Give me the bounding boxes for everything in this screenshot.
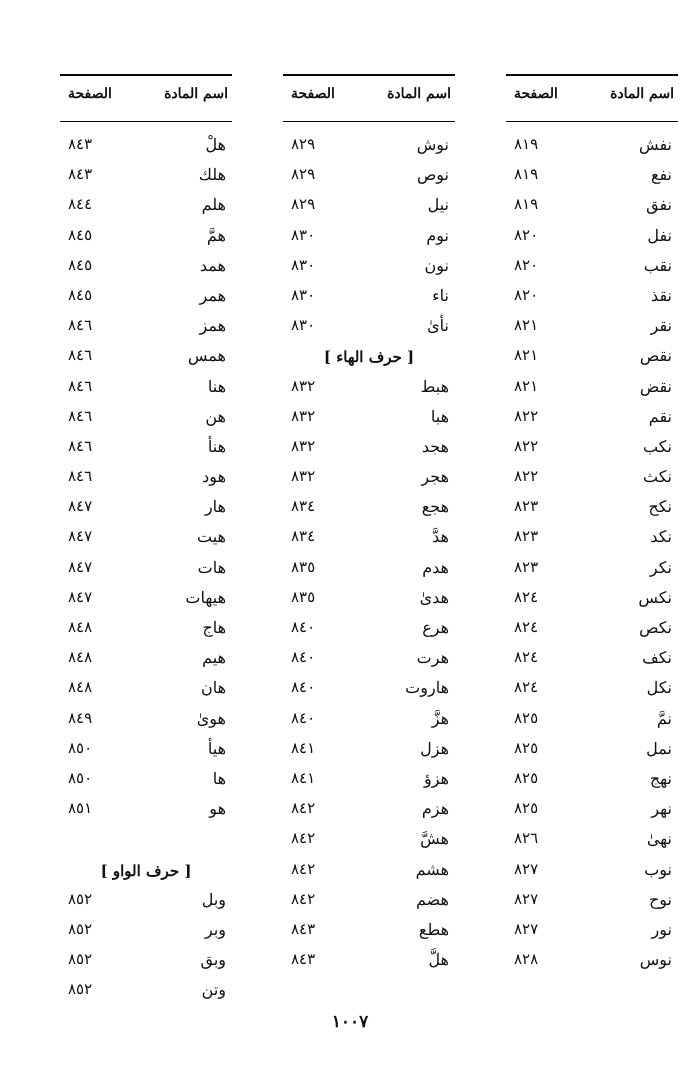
entry-page: ٨٢٣ [514, 557, 539, 576]
entry-name: هلم [201, 195, 226, 215]
entry-page: ٨٢٦ [514, 829, 539, 848]
index-entry [506, 192, 678, 222]
entry-name: هن [205, 406, 226, 426]
entry-page: ٨٤٢ [291, 829, 316, 848]
entry-name: هدىٰ [419, 587, 449, 607]
index-entry [506, 615, 678, 645]
entry-name: هلَّ [428, 950, 449, 970]
entry-name: هجد [421, 436, 449, 456]
index-entry [506, 857, 678, 887]
entry-name: نكد [650, 527, 672, 547]
entry-name: نقص [639, 346, 672, 366]
entry-name: همس [187, 346, 226, 366]
entry-page: ٨٤٦ [68, 406, 93, 425]
entry-name: نمل [646, 738, 672, 758]
header-page: الصفحة [514, 86, 558, 102]
section-heading [283, 343, 455, 373]
entry-page: ٨٣٠ [291, 316, 316, 335]
index-rows [60, 132, 232, 1007]
entry-name: هزل [420, 738, 449, 758]
entry-page: ٨٤٧ [68, 497, 93, 516]
entry-page: ٨٢٥ [514, 799, 539, 818]
index-entry [506, 494, 678, 524]
index-entry [283, 494, 455, 524]
index-entry [283, 374, 455, 404]
entry-page: ٨٢١ [514, 346, 539, 365]
index-entry [60, 464, 232, 494]
index-entry [506, 947, 678, 977]
entry-name: هنأ [207, 436, 226, 456]
index-entry [283, 615, 455, 645]
entry-page: ٨٤٨ [68, 648, 93, 667]
entry-page: ٨٥٠ [68, 768, 93, 787]
entry-page: ٨٢٨ [514, 950, 539, 969]
index-entry [283, 736, 455, 766]
index-entry [283, 706, 455, 736]
entry-name: نكث [643, 467, 672, 487]
index-entry [60, 434, 232, 464]
entry-page: ٨٤٣ [68, 165, 93, 184]
index-entry [60, 343, 232, 373]
index-entry [283, 796, 455, 826]
entry-name: وتن [201, 980, 226, 1000]
column-header [60, 74, 232, 122]
index-entry [506, 675, 678, 705]
entry-page: ٨٢٥ [514, 708, 539, 727]
index-entry [506, 645, 678, 675]
entry-name: نكح [648, 497, 672, 517]
entry-page: ٨١٩ [514, 195, 539, 214]
index-entry [60, 524, 232, 554]
entry-name: نوص [416, 165, 449, 185]
index-entry [506, 343, 678, 373]
entry-name: هدَّ [432, 527, 449, 547]
index-entry [506, 283, 678, 313]
entry-page: ٨٢٧ [514, 919, 539, 938]
entry-page: ٨٥١ [68, 799, 93, 818]
index-entry [283, 766, 455, 796]
entry-name: هيأ [207, 738, 226, 758]
index-entry [506, 223, 678, 253]
entry-name: نوب [644, 859, 672, 879]
index-entry [283, 162, 455, 192]
index-entry [283, 675, 455, 705]
entry-page: ٨٢٠ [514, 225, 539, 244]
header-name: اسم المادة [610, 86, 674, 102]
entry-name: نوش [416, 135, 449, 154]
index-entry [60, 253, 232, 283]
entry-name: نوم [426, 225, 449, 245]
index-entry [506, 706, 678, 736]
entry-page: ٨٥٠ [68, 738, 93, 757]
index-entry [506, 917, 678, 947]
index-entry [283, 283, 455, 313]
entry-name: هوىٰ [196, 708, 226, 728]
entry-name: هاج [202, 618, 226, 637]
index-entry [283, 192, 455, 222]
entry-name: هار [204, 497, 226, 517]
entry-page: ٨٣٢ [291, 406, 316, 425]
entry-name: هيت [197, 527, 226, 547]
entry-name: هضم [416, 889, 449, 909]
entry-name: نقر [650, 316, 672, 336]
entry-page: ٨٢٢ [514, 406, 539, 425]
index-entry [506, 887, 678, 917]
page-number: ١٠٠٧ [331, 1012, 369, 1032]
entry-page: ٨٤٢ [291, 799, 316, 818]
entry-name: نفع [650, 165, 672, 185]
entry-name: هشَّ [420, 829, 449, 849]
entry-page: ٨٢٧ [514, 859, 539, 878]
entry-page: ٨٤٨ [68, 678, 93, 697]
entry-name: نفق [646, 195, 672, 215]
entry-page: ٨٢١ [514, 376, 539, 395]
entry-page: ٨٢٣ [514, 527, 539, 546]
entry-page: ٨٣٠ [291, 225, 316, 244]
index-entry [60, 887, 232, 917]
index-entry [60, 555, 232, 585]
header-page: الصفحة [68, 86, 112, 102]
index-entry [60, 223, 232, 253]
entry-page: ٨٤٧ [68, 557, 93, 576]
index-entry [283, 524, 455, 554]
index-entry [283, 253, 455, 283]
entry-page: ٨٤١ [291, 738, 316, 757]
index-entry [60, 766, 232, 796]
index-entry [506, 766, 678, 796]
index-entry [506, 313, 678, 343]
entry-name: نكس [638, 587, 672, 607]
index-entry [60, 192, 232, 222]
entry-name: هلْ [205, 135, 226, 154]
entry-name: نقض [639, 376, 672, 396]
index-entry [283, 887, 455, 917]
header-page: الصفحة [291, 86, 335, 102]
entry-name: هجع [421, 497, 449, 517]
entry-name: هات [197, 557, 226, 577]
entry-page: ٨٢٠ [514, 255, 539, 274]
index-entry [283, 404, 455, 434]
entry-name: نكف [642, 648, 672, 668]
entry-name: وبل [201, 889, 226, 909]
index-entry [60, 977, 232, 1007]
entry-page: ٨١٩ [514, 165, 539, 184]
index-entry [506, 585, 678, 615]
index-column-3 [60, 74, 232, 1007]
index-entry [283, 313, 455, 343]
entry-name: هنا [207, 376, 226, 396]
index-entry [60, 162, 232, 192]
index-rows [283, 132, 455, 977]
index-entry [506, 132, 678, 162]
entry-page: ٨٤٥ [68, 255, 93, 274]
entry-page: ٨٥٢ [68, 980, 93, 999]
entry-name: هطع [418, 919, 449, 939]
section-title: [ حرف الهاء ] [323, 348, 415, 367]
index-entry [60, 585, 232, 615]
index-column-1 [506, 74, 678, 977]
index-entry [283, 434, 455, 464]
entry-page: ٨٤٠ [291, 618, 316, 636]
entry-name: نهج [649, 768, 672, 788]
index-entry [506, 162, 678, 192]
entry-page: ٨٢٣ [514, 497, 539, 516]
entry-page: ٨٤٦ [68, 467, 93, 486]
entry-page: ٨٣٢ [291, 436, 316, 455]
entry-page: ٨٢٢ [514, 467, 539, 486]
index-entry [283, 555, 455, 585]
entry-name: نقذ [651, 285, 672, 305]
column-header [506, 74, 678, 122]
index-entry [283, 947, 455, 977]
entry-name: نور [651, 919, 672, 939]
entry-page: ٨٢٧ [514, 889, 539, 908]
entry-page: ٨٤٣ [68, 135, 93, 153]
entry-name: ها [212, 768, 226, 788]
entry-name: نقم [648, 406, 672, 426]
entry-name: هجر [421, 467, 449, 487]
entry-name: نكص [639, 618, 672, 637]
entry-name: هلك [198, 165, 226, 185]
entry-page: ٨٤٣ [291, 950, 316, 969]
entry-name: نأىٰ [427, 316, 449, 336]
entry-name: هرت [416, 648, 449, 668]
entry-page: ٨٤٠ [291, 678, 316, 697]
entry-page: ٨٤٧ [68, 527, 93, 546]
entry-page: ٨٢٢ [514, 436, 539, 455]
section-heading [60, 857, 232, 887]
index-entry [60, 404, 232, 434]
entry-page: ٨٤٦ [68, 436, 93, 455]
entry-page: ٨٥٢ [68, 950, 93, 969]
entry-page: ٨٤٢ [291, 859, 316, 878]
index-entry [506, 555, 678, 585]
index-entry [60, 645, 232, 675]
index-entry [283, 585, 455, 615]
section-title: [ حرف الواو ] [100, 861, 192, 880]
entry-page: ٨٤٩ [68, 708, 93, 727]
entry-name: نهر [651, 799, 672, 819]
entry-page: ٨٣٥ [291, 557, 316, 576]
index-entry [283, 857, 455, 887]
index-entry [506, 524, 678, 554]
entry-page: ٨٤٥ [68, 225, 93, 244]
entry-name: نكب [643, 436, 672, 456]
entry-page: ٨٣٥ [291, 587, 316, 606]
entry-page: ٨٢٤ [514, 678, 539, 697]
entry-name: همز [199, 316, 226, 336]
entry-page: ٨٤٠ [291, 648, 316, 667]
entry-name: نون [424, 255, 449, 275]
entry-page: ٨٤٤ [68, 195, 93, 214]
entry-name: نيل [427, 195, 449, 215]
entry-name: وبق [200, 950, 226, 970]
entry-name: هشم [415, 859, 449, 879]
header-name: اسم المادة [387, 86, 451, 102]
index-entry [60, 736, 232, 766]
entry-name: نهىٰ [646, 829, 672, 849]
index-entry [60, 374, 232, 404]
entry-page: ٨٢٩ [291, 195, 316, 214]
index-entry [60, 283, 232, 313]
entry-name: هدم [422, 557, 449, 577]
index-entry [60, 494, 232, 524]
index-entry [506, 253, 678, 283]
entry-name: هاروت [405, 678, 449, 698]
index-entry [506, 434, 678, 464]
entry-page: ٨٤٣ [291, 919, 316, 938]
entry-name: نفش [639, 135, 672, 154]
index-entry [283, 826, 455, 856]
header-name: اسم المادة [164, 86, 228, 102]
entry-name: هرع [422, 618, 449, 637]
entry-name: نوح [648, 889, 672, 909]
index-entry [506, 374, 678, 404]
index-entry [60, 917, 232, 947]
index-entry [283, 917, 455, 947]
entry-name: نوس [639, 950, 672, 970]
entry-page: ٨٥٢ [68, 919, 93, 938]
entry-page: ٨٤٠ [291, 708, 316, 727]
entry-name: هان [200, 678, 226, 698]
entry-name: وبر [204, 919, 226, 939]
index-column-2 [283, 74, 455, 977]
entry-page: ٨١٩ [514, 135, 539, 153]
entry-name: هيم [202, 648, 226, 668]
entry-name: همَّ [206, 225, 226, 245]
entry-page: ٨٥٢ [68, 889, 93, 908]
entry-page: ٨٣٢ [291, 467, 316, 486]
entry-page: ٨٢٤ [514, 587, 539, 606]
entry-name: هود [202, 467, 226, 487]
index-entry [283, 132, 455, 162]
index-entry [283, 645, 455, 675]
entry-name: همر [199, 285, 226, 305]
row-spacer [60, 826, 232, 856]
entry-page: ٨٣٠ [291, 285, 316, 304]
entry-name: نكل [646, 678, 672, 698]
index-entry [506, 826, 678, 856]
entry-page: ٨٢٤ [514, 648, 539, 667]
entry-name: ناء [432, 285, 449, 305]
entry-page: ٨٣٠ [291, 255, 316, 274]
index-entry [60, 313, 232, 343]
index-entry [283, 464, 455, 494]
index-entry [60, 615, 232, 645]
index-entry [60, 132, 232, 162]
index-entry [60, 947, 232, 977]
entry-name: هزؤ [424, 768, 449, 788]
entry-page: ٨٢٤ [514, 618, 539, 636]
entry-page: ٨٤٦ [68, 346, 93, 365]
entry-page: ٨٤٥ [68, 285, 93, 304]
entry-page: ٨٣٤ [291, 497, 316, 516]
entry-page: ٨٤٢ [291, 889, 316, 908]
entry-page: ٨٢١ [514, 316, 539, 335]
entry-name: هيهات [185, 587, 226, 607]
entry-page: ٨٣٤ [291, 527, 316, 546]
entry-name: هزَّ [431, 708, 449, 728]
index-entry [506, 404, 678, 434]
entry-page: ٨٢٥ [514, 738, 539, 757]
entry-name: هبط [420, 376, 449, 396]
index-entry [506, 796, 678, 826]
entry-name: نقب [643, 255, 672, 275]
entry-name: نمَّ [656, 708, 672, 728]
entry-page: ٨٤٦ [68, 376, 93, 395]
entry-page: ٨٤٨ [68, 618, 93, 636]
entry-page: ٨٢٩ [291, 165, 316, 184]
entry-name: هبا [430, 406, 449, 426]
entry-name: نكر [649, 557, 672, 577]
entry-page: ٨٤٦ [68, 316, 93, 335]
index-entry [60, 706, 232, 736]
entry-page: ٨٣٢ [291, 376, 316, 395]
index-entry [506, 736, 678, 766]
entry-page: ٨٤٧ [68, 587, 93, 606]
index-entry [60, 675, 232, 705]
entry-page: ٨٢٩ [291, 135, 316, 153]
entry-page: ٨٢٥ [514, 768, 539, 787]
index-entry [506, 464, 678, 494]
entry-page: ٨٤١ [291, 768, 316, 787]
entry-name: هو [209, 799, 226, 819]
column-header [283, 74, 455, 122]
index-rows [506, 132, 678, 977]
index-entry [283, 223, 455, 253]
entry-name: همد [199, 255, 226, 275]
entry-page: ٨٢٠ [514, 285, 539, 304]
entry-name: نفل [647, 225, 672, 245]
index-entry [60, 796, 232, 826]
entry-name: هزم [421, 799, 449, 819]
